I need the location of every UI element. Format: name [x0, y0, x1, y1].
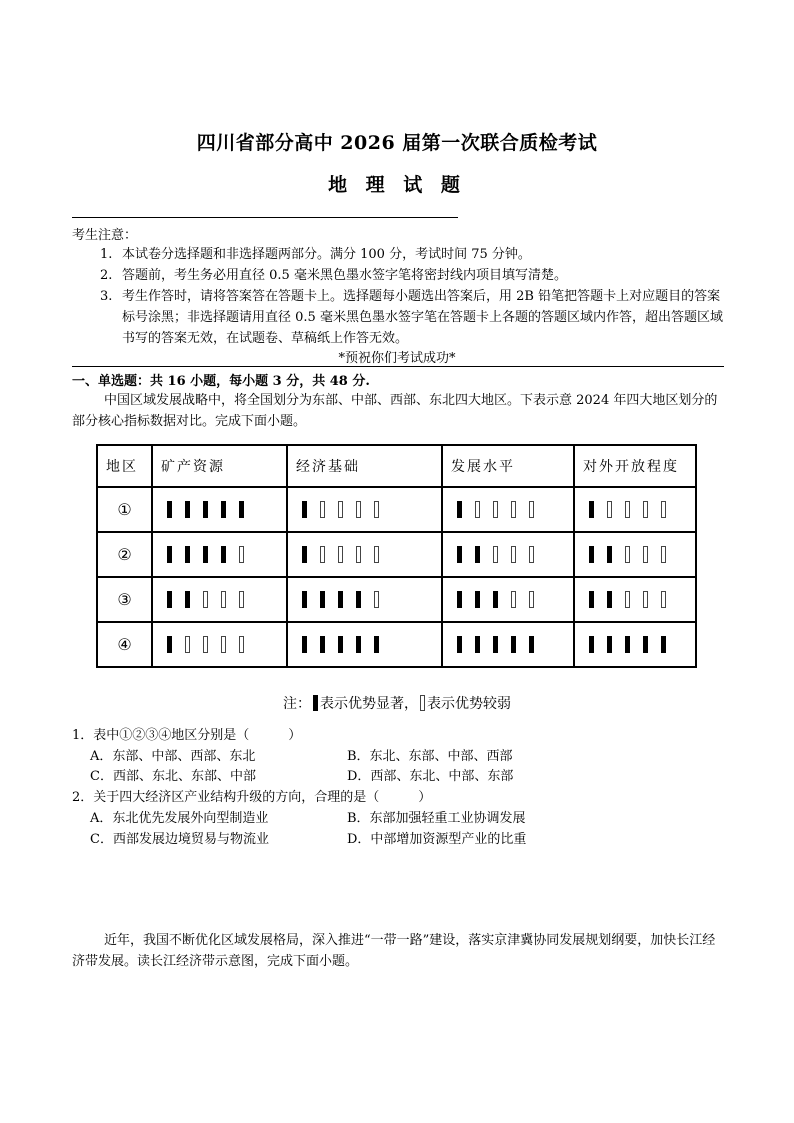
- option: B．东部加强轻重工业协调发展: [347, 811, 526, 826]
- strong-bar-icon: [475, 636, 480, 653]
- strong-bar-icon: [661, 636, 666, 653]
- notice-item: [100, 244, 725, 265]
- exam-title: 四川省部分高中 2026 届第一次联合质检考试: [196, 132, 598, 154]
- weak-bar-icon: [661, 591, 666, 608]
- weak-bar-icon: [356, 501, 361, 518]
- passage-paragraph: 近年，我国不断优化区域发展格局，深入推进“一带一路”建设，落实京津冀协同发展规划纲要，加快长江经济带发展。读长江经济带示意图，完成下面小题。: [72, 933, 716, 969]
- notice-item: [100, 265, 725, 286]
- strong-bar-icon: [356, 636, 361, 653]
- option: D．中部增加资源型产业的比重: [347, 832, 527, 847]
- weak-bar-icon: [338, 501, 343, 518]
- strong-bar-icon: [320, 591, 325, 608]
- strong-bar-icon: [302, 546, 307, 563]
- strong-bar-icon: [320, 636, 325, 653]
- weak-bar-icon: [374, 546, 379, 563]
- strong-bar-icon: [607, 546, 612, 563]
- indicator-cell: [574, 532, 696, 577]
- strong-bar-icon: [185, 501, 190, 518]
- weak-bar-icon: [338, 546, 343, 563]
- level-bars: [443, 546, 573, 563]
- strong-bar-icon: [457, 591, 462, 608]
- strong-bar-icon: [625, 636, 630, 653]
- level-bars: [575, 591, 695, 608]
- weak-bar-icon: [511, 591, 516, 608]
- exam-subject: 地 理 试 题: [328, 174, 466, 196]
- option: D．西部、东北、中部、东部: [347, 769, 514, 784]
- indicator-cell: [442, 622, 574, 667]
- weak-bar-icon: [239, 636, 244, 653]
- level-bars: [153, 591, 286, 608]
- strong-bar-icon: [475, 546, 480, 563]
- strong-bar-icon: [493, 636, 498, 653]
- level-bars: [575, 636, 695, 653]
- level-bars: [153, 546, 286, 563]
- weak-bar-icon: [356, 546, 361, 563]
- question-stem: 1．表中①②③④地区分别是（ ）: [72, 728, 302, 743]
- region-cell: ②: [97, 532, 152, 577]
- strong-bar-icon: [302, 501, 307, 518]
- strong-bar-icon: [511, 636, 516, 653]
- legend-prefix: 注：: [283, 696, 311, 712]
- weak-bar-icon: [320, 501, 325, 518]
- legend-strong-label: 表示优势显著，: [320, 696, 418, 712]
- strong-bar-icon: [239, 501, 244, 518]
- weak-bar-icon: [529, 546, 534, 563]
- strong-bar-icon: [589, 591, 594, 608]
- weak-bar-icon: [643, 546, 648, 563]
- strong-bar-icon: [203, 501, 208, 518]
- column-header: 发展水平: [442, 445, 574, 487]
- weak-bar-icon: [239, 546, 244, 563]
- column-header: 对外开放程度: [574, 445, 696, 487]
- notice-number: 2.: [100, 268, 113, 283]
- table-row: [97, 487, 696, 532]
- indicator-cell: [442, 577, 574, 622]
- indicator-cell: [287, 577, 442, 622]
- option: A．东部、中部、西部、东北: [90, 749, 256, 764]
- strong-bar-icon: [302, 591, 307, 608]
- strong-bar-icon: [167, 546, 172, 563]
- weak-bar-icon: [643, 501, 648, 518]
- weak-bar-icon: [374, 501, 379, 518]
- level-bars: [575, 546, 695, 563]
- indicator-cell: [574, 577, 696, 622]
- weak-bar-icon: [607, 501, 612, 518]
- strong-bar-icon: [589, 501, 594, 518]
- weak-bar-icon: [529, 501, 534, 518]
- column-header: 矿产资源: [152, 445, 287, 487]
- weak-bar-icon: [625, 501, 630, 518]
- blessing-text: *预祝你们考试成功*: [338, 351, 456, 366]
- strong-bar-icon: [493, 591, 498, 608]
- level-bars: [575, 501, 695, 518]
- weak-bar-icon: [185, 636, 190, 653]
- weak-bar-icon: [239, 591, 244, 608]
- strong-bar-icon: [457, 501, 462, 518]
- level-bars: [153, 636, 286, 653]
- notice-text: 答题前，考生务必用直径 0.5 毫米黑色墨水签字笔将密封线内项目填写清楚。: [122, 268, 567, 283]
- weak-bar-icon: [320, 546, 325, 563]
- weak-bar-icon: [511, 546, 516, 563]
- strong-bar-icon: [356, 591, 361, 608]
- strong-bar-icon: [221, 546, 226, 563]
- legend: [0, 693, 794, 713]
- level-bars: [153, 501, 286, 518]
- weak-bar-icon: [625, 591, 630, 608]
- indicator-cell: [442, 532, 574, 577]
- strong-bar-icon: [203, 546, 208, 563]
- weak-bar-icon: [221, 636, 226, 653]
- indicator-table: [96, 444, 697, 668]
- table-row: [97, 532, 696, 577]
- strong-bar-icon: [338, 591, 343, 608]
- weak-bar-icon: [493, 546, 498, 563]
- weak-bar-icon: [420, 695, 425, 711]
- weak-bar-icon: [374, 591, 379, 608]
- strong-bar-icon: [457, 546, 462, 563]
- strong-bar-icon: [313, 695, 318, 711]
- option: A．东北优先发展外向型制造业: [90, 811, 269, 826]
- weak-bar-icon: [493, 501, 498, 518]
- column-header: 地区: [97, 445, 152, 487]
- weak-bar-icon: [661, 546, 666, 563]
- strong-bar-icon: [167, 501, 172, 518]
- weak-bar-icon: [661, 501, 666, 518]
- indicator-cell: [152, 622, 287, 667]
- notice-text: 本试卷分选择题和非选择题两部分。满分 100 分，考试时间 75 分钟。: [122, 247, 531, 262]
- strong-bar-icon: [475, 591, 480, 608]
- strong-bar-icon: [643, 636, 648, 653]
- legend-weak-label: 表示优势较弱: [427, 696, 511, 712]
- weak-bar-icon: [475, 501, 480, 518]
- strong-bar-icon: [302, 636, 307, 653]
- notice-number: 3.: [100, 289, 113, 304]
- strong-bar-icon: [374, 636, 379, 653]
- column-header: 经济基础: [287, 445, 442, 487]
- weak-bar-icon: [529, 591, 534, 608]
- level-bars: [288, 501, 441, 518]
- region-cell: ③: [97, 577, 152, 622]
- table-row: [97, 622, 696, 667]
- table-header-row: [97, 445, 696, 487]
- notice-number: 1.: [100, 247, 113, 262]
- notice-list: [100, 244, 725, 349]
- weak-bar-icon: [203, 636, 208, 653]
- indicator-cell: [287, 532, 442, 577]
- table-row: [97, 577, 696, 622]
- strong-bar-icon: [167, 636, 172, 653]
- strong-bar-icon: [589, 636, 594, 653]
- weak-bar-icon: [625, 546, 630, 563]
- notice-heading: 考生注意：: [72, 228, 138, 243]
- strong-bar-icon: [457, 636, 462, 653]
- strong-bar-icon: [185, 591, 190, 608]
- level-bars: [288, 591, 441, 608]
- divider: [72, 217, 458, 218]
- notice-item: [100, 286, 725, 349]
- level-bars: [443, 501, 573, 518]
- strong-bar-icon: [607, 591, 612, 608]
- indicator-cell: [287, 487, 442, 532]
- strong-bar-icon: [185, 546, 190, 563]
- weak-bar-icon: [221, 591, 226, 608]
- strong-bar-icon: [221, 501, 226, 518]
- level-bars: [443, 591, 573, 608]
- indicator-cell: [574, 622, 696, 667]
- indicator-cell: [152, 487, 287, 532]
- section-heading: 一、单选题：共 16 小题，每小题 3 分，共 48 分.: [72, 374, 370, 389]
- option: C．西部、东北、东部、中部: [90, 769, 256, 784]
- intro-paragraph: 中国区域发展战略中，将全国划分为东部、中部、西部、东北四大地区。下表示意 2024 年四大地区划分的部分核心指标数据对比。完成下面小题。: [72, 393, 718, 429]
- indicator-cell: [574, 487, 696, 532]
- weak-bar-icon: [643, 591, 648, 608]
- region-cell: ①: [97, 487, 152, 532]
- strong-bar-icon: [167, 591, 172, 608]
- strong-bar-icon: [529, 636, 534, 653]
- notice-text: 考生作答时，请将答案答在答题卡上。选择题每小题选出答案后，用 2B 铅笔把答题卡上对应题目的答案标号涂黑；非选择题请用直径 0.5 毫米黑色墨水签字笔在答题卡上各题的答题区域内作答，超出答题区域书写的答案无效，在试题卷、草稿纸上作答无效。: [122, 289, 723, 346]
- region-cell: ④: [97, 622, 152, 667]
- level-bars: [288, 546, 441, 563]
- weak-bar-icon: [203, 591, 208, 608]
- question-stem: 2．关于四大经济区产业结构升级的方向，合理的是（ ）: [72, 790, 432, 805]
- indicator-cell: [152, 532, 287, 577]
- indicator-cell: [442, 487, 574, 532]
- weak-bar-icon: [511, 501, 516, 518]
- level-bars: [443, 636, 573, 653]
- indicator-cell: [287, 622, 442, 667]
- option: C．西部发展边境贸易与物流业: [90, 832, 269, 847]
- strong-bar-icon: [589, 546, 594, 563]
- divider: [72, 366, 724, 367]
- strong-bar-icon: [607, 636, 612, 653]
- level-bars: [288, 636, 441, 653]
- option: B．东北、东部、中部、西部: [347, 749, 513, 764]
- indicator-cell: [152, 577, 287, 622]
- strong-bar-icon: [338, 636, 343, 653]
